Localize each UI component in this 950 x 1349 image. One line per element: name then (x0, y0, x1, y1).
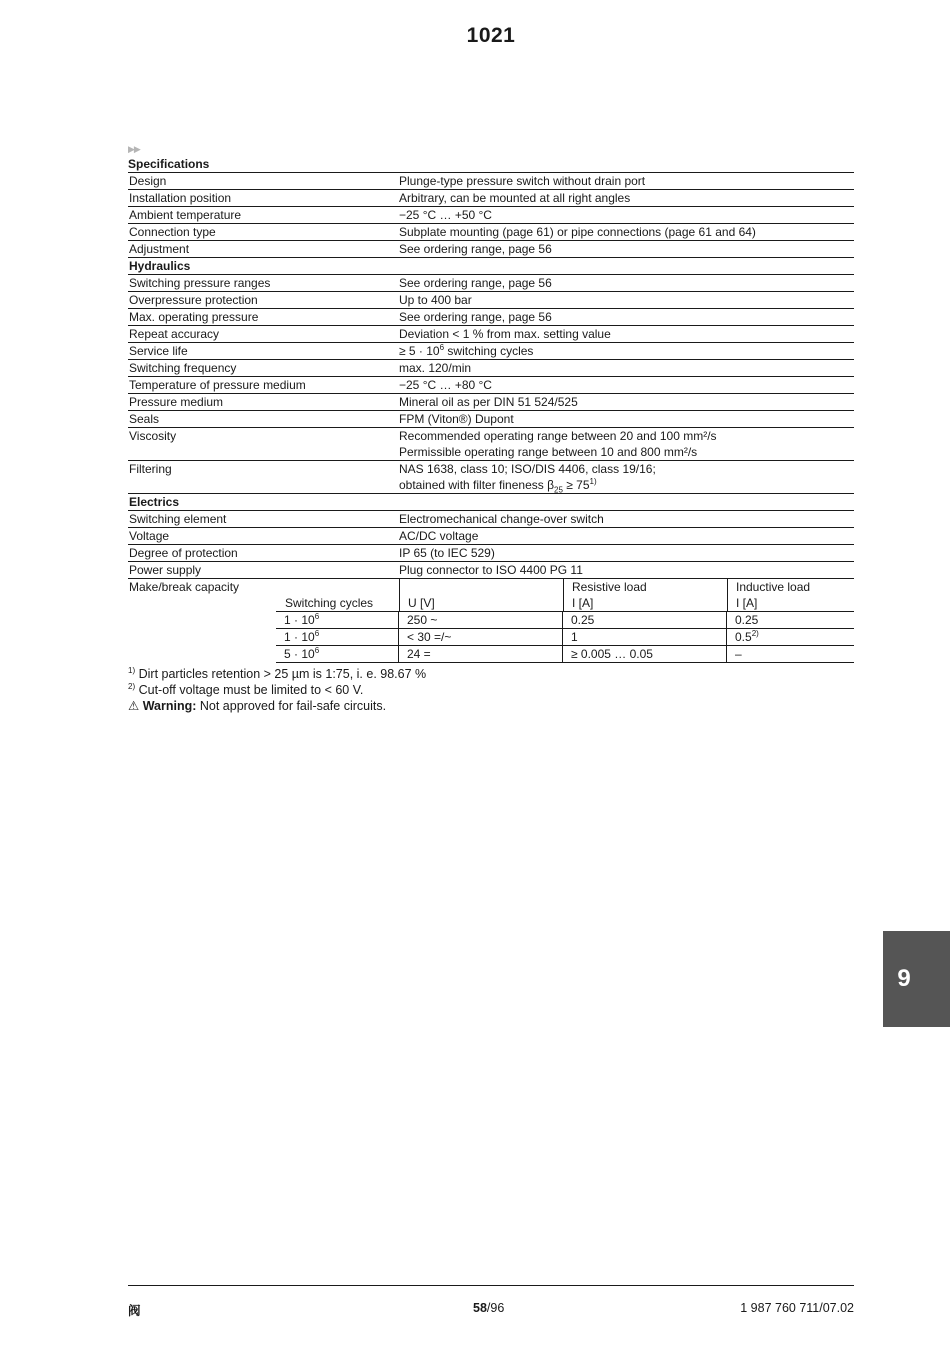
value-line: Recommended operating range between 20 and 100 mm²/s (399, 429, 717, 443)
voltage-cell: 250 ~ (398, 612, 562, 628)
exponent: 6 (314, 612, 320, 621)
subscript: 25 (554, 485, 563, 495)
arrows-icon: ▶▶ (128, 144, 140, 154)
row-label: Repeat accuracy (129, 327, 220, 341)
page-number (473, 1301, 504, 1315)
row-value: See ordering range, page 56 (399, 276, 552, 290)
document-number: 1 987 760 711/07.02 (740, 1301, 854, 1315)
row-value: Arbitrary, can be mounted at all right angles (399, 191, 631, 205)
table-row (128, 645, 854, 663)
footnote-text: Cut-off voltage must be limited to < 60 V. (135, 683, 364, 697)
resistive-cell: 1 (562, 629, 726, 645)
warning-icon: ⚠ (128, 699, 140, 713)
value-line: Permissible operating range between 10 and 800 mm²/s (399, 445, 698, 459)
table-row (128, 291, 854, 308)
footnote-1 (128, 666, 854, 682)
header-voltage (399, 579, 563, 611)
footnote-ref: 1) (589, 477, 597, 486)
row-value: Electromechanical change-over switch (399, 512, 604, 526)
row-value: Up to 400 bar (399, 293, 472, 307)
header-text: U [V] (408, 596, 435, 610)
row-label: Overpressure protection (129, 293, 258, 307)
row-value: Deviation < 1 % from max. setting value (399, 327, 611, 341)
table-row (128, 527, 854, 544)
row-label: Power supply (129, 563, 202, 577)
table-row (128, 172, 854, 189)
row-label: Service life (129, 344, 188, 358)
header-unit: I [A] (572, 596, 594, 610)
cycles-cell (276, 646, 398, 662)
chapter-tab: 9 (883, 931, 950, 1027)
specifications-table (128, 172, 854, 663)
make-break-label: Make/break capacity (129, 580, 240, 594)
footer-divider (128, 1285, 854, 1286)
cycles-cell (276, 612, 398, 628)
row-value: IP 65 (to IEC 529) (399, 546, 495, 560)
table-row (128, 510, 854, 527)
table-row (128, 393, 854, 410)
row-label: Temperature of pressure medium (129, 378, 306, 392)
cell-text: 1 · 10 (284, 613, 315, 627)
header-unit: I [A] (736, 596, 758, 610)
row-value (399, 343, 854, 359)
row-value: −25 °C … +80 °C (399, 378, 492, 392)
row-label: Voltage (129, 529, 170, 543)
section-heading-hydraulics: Hydraulics (128, 257, 854, 274)
make-break-header (128, 578, 854, 611)
row-value: Mineral oil as per DIN 51 524/525 (399, 395, 578, 409)
resistive-cell: ≥ 0.005 … 0.05 (562, 646, 726, 662)
row-label: Max. operating pressure (129, 310, 259, 324)
header-text: Inductive load (736, 580, 811, 594)
table-row (128, 628, 854, 645)
row-label: Degree of protection (129, 546, 238, 560)
header-inductive-load (727, 579, 854, 611)
inductive-cell (726, 629, 854, 645)
table-row (128, 359, 854, 376)
header-text: Resistive load (572, 580, 647, 594)
cell-text: 1 · 10 (284, 630, 315, 644)
row-value: See ordering range, page 56 (399, 310, 552, 324)
page-title: 1021 (466, 24, 516, 47)
inductive-cell (726, 612, 854, 628)
row-value (399, 428, 854, 460)
inductive-cell (726, 646, 854, 662)
table-row (128, 223, 854, 240)
table-row (128, 189, 854, 206)
page-current: 58 (473, 1301, 487, 1315)
table-row (128, 410, 854, 427)
cell-text: – (735, 647, 742, 661)
footnotes (128, 666, 854, 714)
section-heading-electrics: Electrics (128, 493, 854, 510)
row-value: AC/DC voltage (399, 529, 479, 543)
row-value: Plunge-type pressure switch without drain port (399, 174, 646, 188)
exponent: 6 (314, 646, 320, 655)
table-row (128, 325, 854, 342)
cell-text: 0.5 (735, 630, 752, 644)
row-value: Plug connector to ISO 4400 PG 11 (399, 563, 583, 577)
table-row (128, 206, 854, 223)
cell-text: 5 · 10 (284, 647, 315, 661)
row-label: Switching frequency (129, 361, 237, 375)
row-label: Viscosity (129, 429, 177, 443)
row-label: Ambient temperature (129, 208, 242, 222)
table-row (128, 342, 854, 359)
table-row (128, 561, 854, 578)
table-row (128, 376, 854, 393)
footnote-ref: 2) (751, 629, 759, 638)
specifications-section (128, 143, 854, 714)
value-text: ≥ 75 (562, 478, 590, 492)
row-value: FPM (Viton®) Dupont (399, 412, 514, 426)
value-line (399, 477, 854, 493)
cycles-cell (276, 629, 398, 645)
row-label: Switching element (129, 512, 227, 526)
row-label: Pressure medium (129, 395, 224, 409)
table-row (128, 240, 854, 257)
row-value: Subplate mounting (page 61) or pipe connections (page 61 and 64) (399, 225, 756, 239)
voltage-cell: < 30 =/~ (398, 629, 562, 645)
row-label: Adjustment (129, 242, 190, 256)
footnote-mark: 1) (128, 665, 136, 675)
voltage-cell: 24 = (398, 646, 562, 662)
header-resistive-load (563, 579, 727, 611)
row-value: max. 120/min (399, 361, 472, 375)
row-label: Switching pressure ranges (129, 276, 271, 290)
row-value (399, 461, 854, 493)
exponent: 6 (314, 629, 320, 638)
table-row (128, 611, 854, 628)
table-row (128, 308, 854, 325)
exponent: 6 (439, 343, 445, 352)
warning-note (128, 698, 854, 714)
footnote-2 (128, 682, 854, 698)
warning-label: Warning: (142, 699, 197, 713)
row-value: −25 °C … +50 °C (399, 208, 492, 222)
value-line: NAS 1638, class 10; ISO/DIS 4406, class 19/16; (399, 462, 656, 476)
footnote-mark: 2) (128, 681, 136, 691)
resistive-cell: 0.25 (562, 612, 726, 628)
value-text: switching cycles (444, 344, 534, 358)
footer-left: 阀 (128, 1304, 141, 1318)
row-label: Seals (129, 412, 160, 426)
specifications-title: Specifications (128, 157, 210, 171)
row-label: Connection type (129, 225, 216, 239)
table-row (128, 427, 854, 460)
header-switching-cycles (277, 579, 399, 611)
header-text: Switching cycles (285, 596, 374, 610)
page-total: /96 (486, 1301, 505, 1315)
row-label: Design (129, 174, 167, 188)
table-row (128, 274, 854, 291)
value-text: obtained with filter fineness β (399, 478, 554, 492)
table-row (128, 544, 854, 561)
value-text: ≥ 5 · 10 (399, 344, 440, 358)
table-row (128, 460, 854, 493)
row-label: Filtering (129, 462, 172, 476)
warning-text: Not approved for fail-safe circuits. (196, 699, 387, 713)
row-label: Installation position (129, 191, 232, 205)
footnote-text: Dirt particles retention > 25 µm is 1:75, i. e. 98.67 % (135, 667, 427, 681)
cell-text: 0.25 (735, 613, 759, 627)
row-value: See ordering range, page 56 (399, 242, 552, 256)
